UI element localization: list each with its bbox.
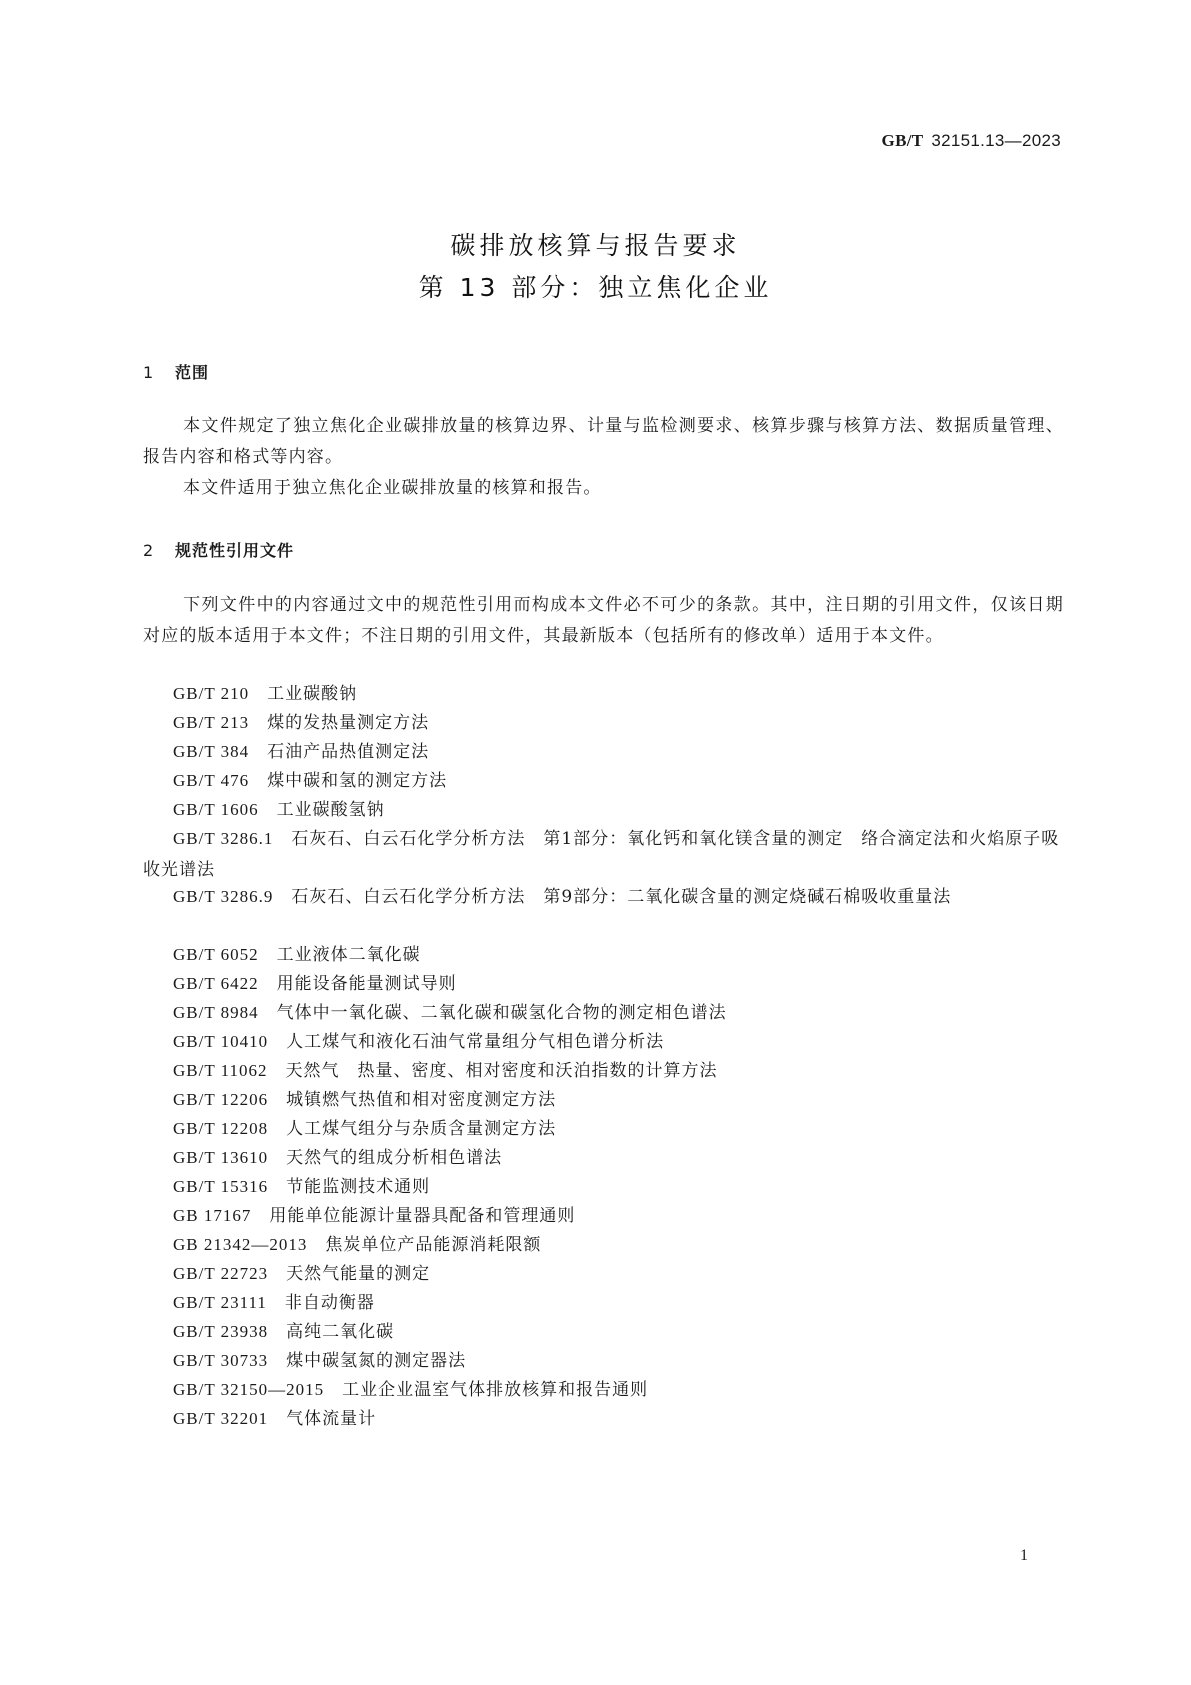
reference-item [143,1258,1064,1290]
reference-item [143,997,1064,1029]
reference-item [143,1345,1064,1377]
reference-item [143,736,1064,768]
reference-item [143,707,1064,739]
reference-item [143,1171,1064,1203]
reference-title: 石灰石、白云石化学分析方法 第9部分：二氧化碳含量的测定烧碱石棉吸收重量法 [291,887,952,907]
standard-prefix: GB/T [881,131,924,150]
reference-title: 人工煤气组分与杂质含量测定方法 [286,1119,557,1139]
reference-item [143,1287,1064,1319]
reference-item [143,1113,1064,1145]
reference-code: GB/T 476 [173,771,250,790]
reference-code: GB/T 3286.1 [173,829,274,848]
reference-item [143,1142,1064,1174]
reference-title: 煤中碳和氢的测定方法 [267,771,448,791]
reference-item [143,1374,1064,1406]
reference-item [143,823,1064,886]
page-number: 1 [1020,1547,1028,1564]
section-title: 规范性引用文件 [175,541,295,560]
reference-title: 用能设备能量测试导则 [276,974,457,994]
reference-title: 煤中碳氢氮的测定器法 [286,1351,467,1371]
reference-title: 工业碳酸钠 [267,684,358,704]
reference-title: 石灰石、白云石化学分析方法 第1部分：氧化钙和氧化镁含量的测定 络合滴定法和火焰原子吸收光谱法 [143,829,1060,880]
reference-code: GB/T 23938 [173,1322,269,1341]
reference-title: 工业企业温室气体排放核算和报告通则 [342,1380,649,1400]
reference-code: GB/T 32150—2015 [173,1380,325,1399]
scope-paragraph-1: 本文件规定了独立焦化企业碳排放量的核算边界、计量与监检测要求、核算步骤与核算方法、数据质量管理、报告内容和格式等内容。 [143,416,1064,467]
reference-title: 天然气的组成分析相色谱法 [286,1148,503,1168]
reference-title: 气体中一氧化碳、二氧化碳和碳氢化合物的测定相色谱法 [276,1003,727,1023]
reference-item [143,794,1064,826]
section-title: 范围 [175,363,210,382]
section-number: 1 [143,363,155,382]
reference-item [143,1316,1064,1348]
reference-code: GB/T 6422 [173,974,259,993]
section-heading-normative-references [143,538,294,561]
reference-title: 节能监测技术通则 [286,1177,431,1197]
reference-code: GB/T 8984 [173,1003,259,1022]
reference-title: 天然气 热量、密度、相对密度和沃泊指数的计算方法 [285,1061,718,1081]
reference-title: 气体流量计 [286,1409,377,1429]
reference-item [143,1055,1064,1087]
reference-item [143,1403,1064,1435]
reference-code: GB/T 10410 [173,1032,269,1051]
reference-code: GB/T 30733 [173,1351,269,1370]
reference-item [143,968,1064,1000]
reference-code: GB/T 12206 [173,1090,269,1109]
reference-title: 高纯二氧化碳 [286,1322,395,1342]
reference-title: 石油产品热值测定法 [267,742,430,762]
references-intro-paragraph: 下列文件中的内容通过文中的规范性引用而构成本文件必不可少的条款。其中，注日期的引用文件，仅该日期对应的版本适用于本文件；不注日期的引用文件，其最新版本（包括所有的修改单）适用于本文件。 [143,595,1064,646]
reference-code: GB 17167 [173,1206,252,1225]
reference-code: GB/T 15316 [173,1177,269,1196]
reference-item [143,881,1064,913]
reference-code: GB/T 1606 [173,800,259,819]
reference-code: GB/T 384 [173,742,250,761]
reference-code: GB/T 22723 [173,1264,269,1283]
standard-number: 32151.13—2023 [931,131,1061,150]
reference-code: GB/T 210 [173,684,250,703]
reference-item [143,939,1064,971]
reference-item [143,1084,1064,1116]
section-number: 2 [143,541,155,560]
reference-code: GB/T 32201 [173,1409,269,1428]
reference-item [143,678,1064,710]
document-subtitle: 第 13 部分：独立焦化企业 [418,273,773,302]
reference-code: GB 21342—2013 [173,1235,308,1254]
reference-title: 煤的发热量测定方法 [267,713,430,733]
scope-paragraph-2: 本文件适用于独立焦化企业碳排放量的核算和报告。 [183,478,602,498]
standard-code [882,131,1061,151]
reference-code: GB/T 6052 [173,945,259,964]
reference-code: GB/T 23111 [173,1293,267,1312]
reference-title: 城镇燃气热值和相对密度测定方法 [286,1090,557,1110]
reference-title: 人工煤气和液化石油气常量组分气相色谱分析法 [286,1032,665,1052]
reference-item [143,1229,1064,1261]
document-title: 碳排放核算与报告要求 [450,231,741,260]
reference-code: GB/T 213 [173,713,250,732]
reference-title: 天然气能量的测定 [286,1264,431,1284]
reference-code: GB/T 12208 [173,1119,269,1138]
reference-item [143,1026,1064,1058]
reference-code: GB/T 13610 [173,1148,269,1167]
reference-title: 工业碳酸氢钠 [276,800,385,820]
reference-title: 非自动衡器 [284,1293,375,1313]
reference-item [143,765,1064,797]
reference-title: 工业液体二氧化碳 [276,945,421,965]
reference-title: 用能单位能源计量器具配备和管理通则 [269,1206,576,1226]
reference-code: GB/T 11062 [173,1061,268,1080]
reference-title: 焦炭单位产品能源消耗限额 [325,1235,542,1255]
section-heading-scope [143,360,209,383]
reference-code: GB/T 3286.9 [173,887,274,906]
reference-item [143,1200,1064,1232]
